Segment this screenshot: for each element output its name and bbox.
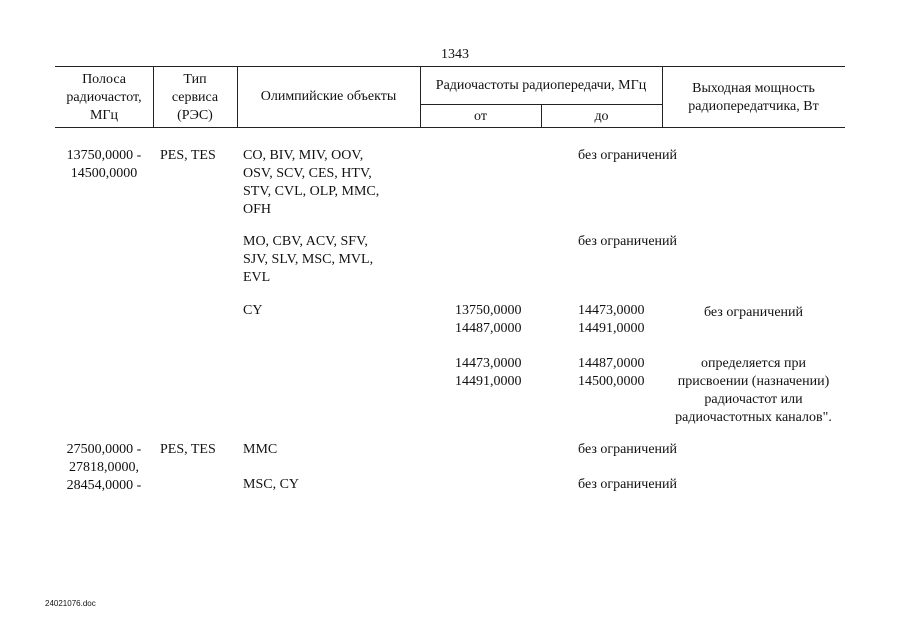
header-to: до (594, 109, 609, 124)
row1-group4-from: 14473,0000 14491,0000 (455, 356, 522, 389)
page-number: 1343 (441, 47, 469, 62)
table-header-bottom-rule (55, 127, 845, 128)
footer-filename: 24021076.doc (45, 599, 96, 608)
header-from: от (474, 109, 487, 124)
header-freq-group: Радиочастоты радиопередачи, МГц (435, 78, 647, 93)
row1-group3-to: 14473,0000 14491,0000 (578, 303, 645, 336)
row1-group2-no-limit: без ограничений (578, 234, 678, 249)
row1-group1-objects: CO, BIV, MIV, OOV, OSV, SCV, CES, HTV, STV, CVL, OLP, MMC, OFH (243, 148, 380, 217)
row1-group2-objects: MO, CBV, ACV, SFV, SJV, SLV, MSC, MVL, EVL (243, 234, 374, 285)
row2-group1-no-limit: без ограничений (578, 442, 678, 457)
row2-group2-objects: MSC, CY (243, 477, 300, 492)
row2-service: PES, TES (160, 442, 216, 457)
row1-band: 13750,0000 - 14500,0000 (66, 148, 142, 181)
row1-group3-from: 13750,0000 14487,0000 (455, 303, 522, 336)
row1-group1-no-limit: без ограничений (578, 148, 678, 163)
table-top-rule (55, 66, 845, 67)
header-power: Выходная мощность радиопередатчика, Вт (688, 81, 819, 114)
row2-group2-no-limit: без ограничений (578, 477, 678, 492)
row1-group4-power: определяется при присвоении (назначении) радиочастот или радиочастотных каналов". (675, 356, 832, 425)
row2-band: 27500,0000 - 27818,0000, 28454,0000 - (66, 442, 142, 493)
row1-service: PES, TES (160, 148, 216, 163)
header-service: Тип сервиса (РЭС) (171, 72, 219, 123)
header-band: Полоса радиочастот, МГц (66, 72, 142, 123)
header-objects: Олимпийские объекты (260, 89, 397, 104)
row1-group3-power: без ограничений (703, 305, 804, 320)
row1-group4-to: 14487,0000 14500,0000 (578, 356, 645, 389)
row1-group3-objects: CY (243, 303, 263, 318)
row2-group1-objects: MMC (243, 442, 278, 457)
